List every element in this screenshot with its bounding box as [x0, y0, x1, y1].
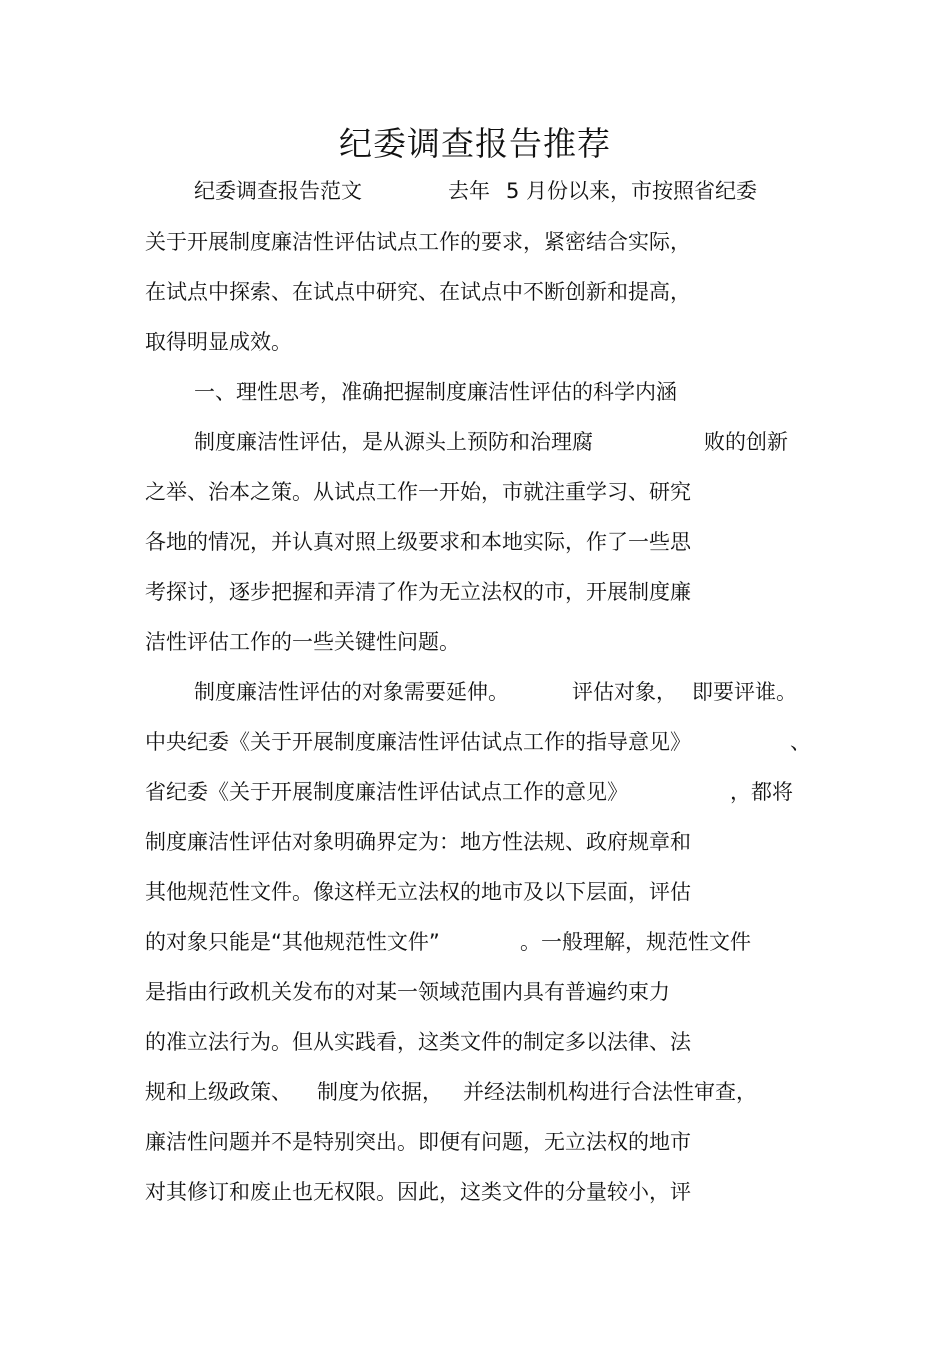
- text-segment: 纪委调查报告范文: [194, 179, 362, 203]
- paragraph-line: 制度廉洁性评估对象明确界定为：地方性法规、政府规章和: [145, 830, 691, 854]
- paragraph-line: 其他规范性文件。像这样无立法权的地市及以下层面，评估: [145, 880, 691, 904]
- paragraph-line: 在试点中探索、在试点中研究、在试点中不断创新和提高，: [145, 280, 691, 304]
- text-segment: 制度廉洁性评估的对象需要延伸。: [194, 680, 509, 704]
- text-segment: 、: [790, 730, 811, 754]
- paragraph-line: 各地的情况，并认真对照上级要求和本地实际，作了一些思: [145, 530, 691, 554]
- paragraph-line: 取得明显成效。: [145, 330, 292, 354]
- paragraph-line: 关于开展制度廉洁性评估试点工作的要求，紧密结合实际，: [145, 230, 691, 254]
- paragraph-line: 廉洁性问题并不是特别突出。即便有问题，无立法权的地市: [145, 1130, 691, 1154]
- text-segment: 去年: [448, 179, 490, 203]
- text-segment: 即要评谁。: [692, 680, 797, 704]
- paragraph-line: 对其修订和废止也无权限。因此，这类文件的分量较小，评: [145, 1180, 691, 1204]
- text-segment: 并经法制机构进行合法性审查，: [463, 1080, 757, 1104]
- text-segment: 制度廉洁性评估，是从源头上预防和治理腐: [194, 430, 593, 454]
- section-heading: 一、理性思考，准确把握制度廉洁性评估的科学内涵: [194, 380, 677, 404]
- text-segment: 的对象只能是“其他规范性文件”: [145, 930, 440, 954]
- text-segment: 。一般理解，规范性文件: [520, 930, 751, 954]
- paragraph-line: 是指由行政机关发布的对某一领域范围内具有普遍约束力: [145, 980, 670, 1004]
- text-segment: 省纪委《关于开展制度廉洁性评估试点工作的意见》: [145, 780, 628, 804]
- paragraph-line: 的准立法行为。但从实践看，这类文件的制定多以法律、法: [145, 1030, 691, 1054]
- text-segment: 5 月份以来，市按照省纪委: [506, 179, 758, 203]
- paragraph-line: 考探讨，逐步把握和弄清了作为无立法权的市，开展制度廉: [145, 580, 691, 604]
- text-segment: 中央纪委《关于开展制度廉洁性评估试点工作的指导意见》: [145, 730, 691, 754]
- document-title: 纪委调查报告推荐: [339, 124, 611, 163]
- text-segment: 制度为依据，: [317, 1080, 443, 1104]
- text-segment: 评估对象，: [572, 680, 677, 704]
- text-segment: ，都将: [730, 780, 793, 804]
- text-segment: 败的创新: [704, 430, 788, 454]
- paragraph-line: 之举、治本之策。从试点工作一开始，市就注重学习、研究: [145, 480, 691, 504]
- text-segment: 规和上级政策、: [145, 1080, 292, 1104]
- paragraph-line: 洁性评估工作的一些关键性问题。: [145, 630, 460, 654]
